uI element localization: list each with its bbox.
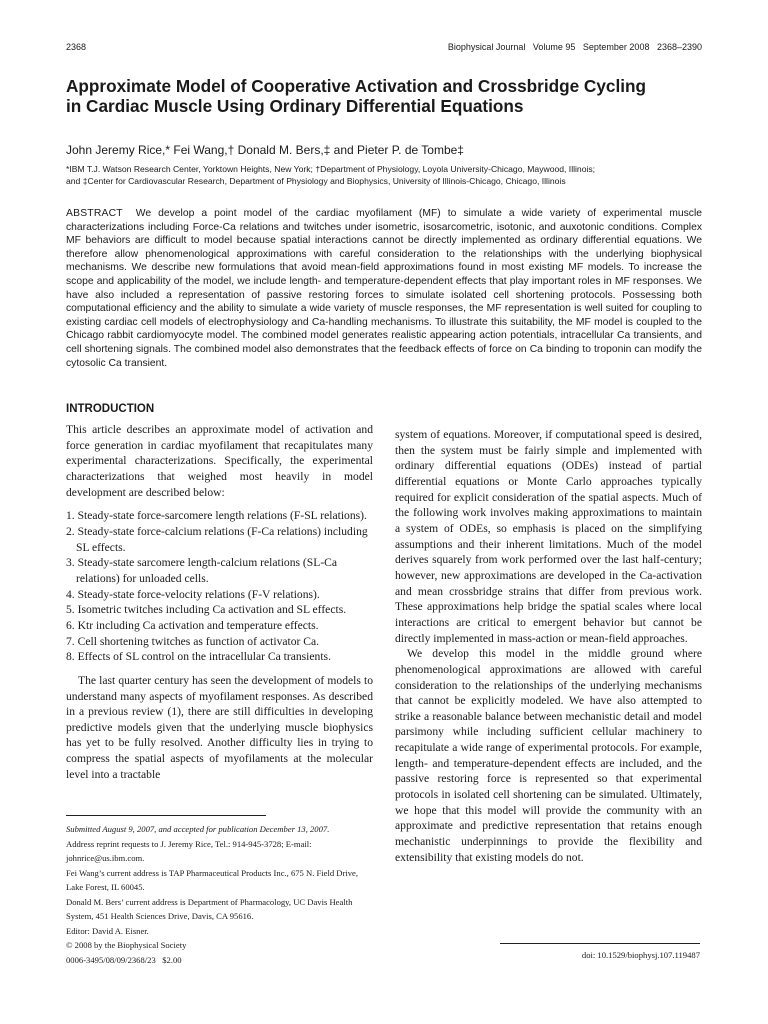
list-item: 5. Isometric twitches including Ca activation and SL effects.	[66, 603, 347, 617]
running-header	[66, 42, 702, 52]
doi-text: doi: 10.1529/biophysj.107.119487	[581, 950, 700, 960]
affiliations	[66, 163, 708, 187]
article-title	[66, 76, 708, 116]
list-item: 7. Cell shortening twitches as function of activator Ca.	[66, 634, 320, 648]
affiliation-line-1: *IBM T.J. Watson Research Center, Yorktown Heights, New York; †Department of Physiology, Loyola University-Chicago, Maywood, Illinois;	[66, 164, 596, 174]
list-item: 4. Steady-state force-velocity relations (F-V relations).	[66, 587, 320, 601]
title-line-1: Approximate Model of Cooperative Activation and Crossbridge Cycling	[66, 76, 647, 96]
footnote-divider	[66, 815, 266, 816]
characterization-list	[66, 508, 373, 665]
footnote-bers-address: Donald M. Bers’ current address is Department of Pharmacology, UC Davis Health System, 451 Health Sciences Drive, Davis, CA 95616.	[66, 896, 353, 921]
footnote-wang-address: Fei Wang’s current address is TAP Pharmaceutical Products Inc., 675 N. Field Drive, Lake Forest, IL 60045.	[66, 867, 359, 892]
abstract-label: ABSTRACT	[66, 208, 123, 219]
footnote-issn: 0006-3495/08/09/2368/23 $2.00	[66, 954, 182, 965]
abstract-text: We develop a point model of the cardiac myofilament (MF) to simulate a wide variety of experimental muscle characterizations including Force-Ca relations and twitches under isometric, isosarcometric, isotonic, and auxotonic conditions. Complex MF behaviors are difficult to model because spatial interactions cannot be directly implemented as ordinary differential equations. We therefore allow phenomenological approximations with careful consideration to the relationships with the underlying biophysical mechanisms. We describe new formulations that avoid mean-field approximations found in most existing MF models. To increase the scope and applicability of the model, we include length- and temperature-dependent effects that play important roles in MF responses. We have also included a representation of passive restoring forces to simulate isolated cell shortening protocols. Possessing both computational efficiency and the ability to simulate a wide variety of muscle responses, the MF representation is well suited for coupling to existing cardiac cell models of electrophysiology and Ca-handling mechanisms. To illustrate this suitability, the MF model is coupled to the Chicago rabbit cardiomyocyte model. The combined model generates realistic appearing action potentials, intracellular Ca transients, and cell shortening signals. The combined model also demonstrates that the feedback effects of force on Ca binding to troponin can modify the cytosolic Ca transient.	[66, 208, 703, 369]
intro-paragraph-3: system of equations. Moreover, if computational speed is desired, then the system must be fairly simple and implemented with ordinary differential equations (ODEs) instead of partial differential equations or Monte Carlo approaches typically required for explicit consideration of the spatial aspects. Much of the following work involves making approximations to maintain a system of ODEs, so emphasis is placed on the simplifying assumptions and their inherent limitations. Much of the model derives squarely from work performed over the last half-century; however, new approximations are developed in the Ca-activation and mean crossbridge strains that differ from previous work. These approximations help bridge the spatial scales where local interactions are critical to emergent behavior but cannot be directly implemented in mass-action or mean-field approaches.	[395, 428, 702, 645]
intro-paragraph-1: This article describes an approximate model of activation and force generation in cardiac myofilament that recapitulates many experimental characterizations. Specifically, the experimental characterizations that weighed most heavily in model development are described below:	[66, 423, 373, 499]
journal-info: Biophysical Journal Volume 95 September 2008 2368–2390	[447, 42, 702, 52]
list-item: 3. Steady-state sarcomere length-calcium relations (SL-Ca relations) for unloaded cells.	[66, 556, 338, 585]
intro-paragraph-2: The last quarter century has seen the development of models to understand many aspects of myofilament responses. As described in a previous review (1), there are still difficulties in developing predictive models given that the underlying muscle biophysics has yet to be fully resolved. Another difficulty lies in trying to compress the spatial aspects of myofilaments at the molecular level into a tractable	[66, 673, 373, 781]
footnote-editor: Editor: David A. Eisner.	[66, 925, 149, 936]
page-number: 2368	[66, 42, 87, 52]
list-item: 1. Steady-state force-sarcomere length relations (F-SL relations).	[66, 509, 367, 523]
author-list: John Jeremy Rice,* Fei Wang,† Donald M. Bers,‡ and Pieter P. de Tombe‡	[66, 143, 464, 157]
left-column	[66, 422, 373, 782]
footnote-copyright: © 2008 by the Biophysical Society	[66, 940, 187, 950]
footnote-reprint: Address reprint requests to J. Jeremy Rice, Tel.: 914-945-3728; E-mail: johnrice@us.ibm.com.	[66, 838, 312, 863]
list-item: 6. Ktr including Ca activation and temperature effects.	[66, 618, 319, 632]
title-line-2: in Cardiac Muscle Using Ordinary Differential Equations	[66, 96, 524, 116]
doi-divider	[500, 943, 700, 944]
right-column	[395, 427, 702, 865]
footnotes	[66, 822, 376, 967]
intro-paragraph-4: We develop this model in the middle ground where phenomenological approximations are allowed with careful consideration to the relationships of the underlying mechanisms that cannot be explicitly modeled. We have also attempted to strike a reasonable balance between mechanistic detail and model parsimony while including sufficient cellular machinery to recapitulate a wide range of experimental protocols. For example, length- and temperature-dependent effects are included, and the passive restoring force is represented so that experimental protocols in isolated cell shortening can be simulated. Ultimately, we hope that this model will provide the community with an approximate and predictive representation that retains enough mechanistic underpinnings to provide the flexibility and extensibility that existing models do not.	[395, 647, 702, 864]
section-heading-introduction: INTRODUCTION	[66, 403, 155, 415]
abstract	[66, 207, 702, 370]
list-item: 8. Effects of SL control on the intracellular Ca transients.	[66, 650, 331, 664]
footnote-submitted: Submitted August 9, 2007, and accepted for publication December 13, 2007.	[66, 824, 330, 834]
list-item: 2. Steady-state force-calcium relations (F-Ca relations) including SL effects.	[66, 524, 368, 554]
affiliation-line-2: and ‡Center for Cardiovascular Research, Department of Physiology and Biophysics, University of Illinois-Chicago, Chicago, Illinois	[66, 176, 566, 186]
